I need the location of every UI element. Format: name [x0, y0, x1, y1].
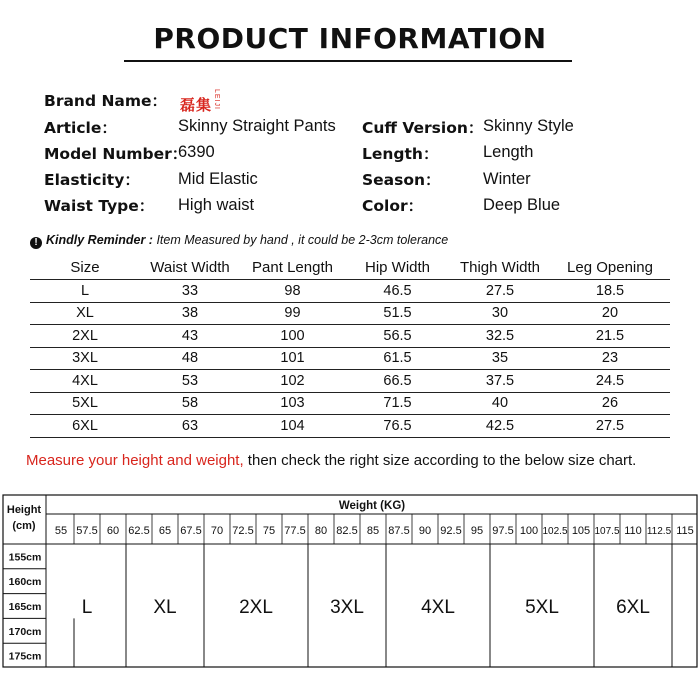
cuff-version-value: Skinny Style	[483, 117, 574, 135]
table-cell: 53	[140, 370, 240, 393]
height-value: 165cm	[8, 601, 42, 613]
table-cell: 35	[450, 347, 550, 370]
table-cell: 103	[240, 392, 345, 415]
weight-value: 55	[54, 525, 68, 537]
height-value: 160cm	[8, 576, 42, 589]
brand-logo-sub: LEIJI	[213, 89, 221, 110]
table-cell: 58	[140, 392, 240, 415]
model-number-value: 6390	[178, 143, 215, 161]
cuff-version-label: Cuff Version：	[362, 119, 484, 137]
table-cell: 4XL	[30, 370, 140, 393]
column-header: Hip Width	[364, 258, 431, 276]
table-cell: 48	[140, 347, 240, 370]
weight-value: 87.5	[388, 525, 410, 537]
column-header: Thigh Width	[459, 258, 541, 276]
table-row	[30, 325, 670, 348]
weight-value: 90	[418, 525, 432, 537]
size-group-label: 2XL	[239, 597, 273, 618]
table-cell: 3XL	[30, 347, 140, 370]
table-cell: 76.5	[345, 415, 450, 438]
weight-value: 112.5	[646, 526, 672, 537]
table-cell: 30	[450, 302, 550, 325]
size-chart-svg	[2, 494, 698, 668]
waist-type-label: Waist Type：	[44, 197, 155, 215]
table-cell: 5XL	[30, 392, 140, 415]
article-label: Article：	[44, 119, 117, 137]
weight-value: 80	[314, 525, 328, 537]
color-label: Color：	[362, 197, 424, 215]
table-cell: 56.5	[345, 325, 450, 348]
table-row	[30, 370, 670, 393]
size-group-label: XL	[153, 597, 177, 618]
table-cell: 27.5	[450, 280, 550, 303]
table-cell: 33	[140, 280, 240, 303]
chart-frame	[3, 495, 697, 667]
length-value: Length	[483, 143, 534, 161]
height-value: 155cm	[8, 551, 42, 564]
size-group-label: L	[81, 597, 93, 618]
weight-value: 70	[210, 525, 224, 537]
table-cell: 23	[550, 347, 670, 370]
weight-value: 102.5	[542, 526, 568, 537]
exclamation-icon: !	[30, 237, 42, 249]
table-cell: 61.5	[345, 347, 450, 370]
table-cell: 104	[240, 415, 345, 438]
table-cell: 51.5	[345, 302, 450, 325]
article-value: Skinny Straight Pants	[178, 117, 336, 135]
weight-value: 97.5	[492, 525, 514, 537]
column-header: Waist Width	[150, 258, 230, 276]
waist-type-value: High waist	[178, 196, 255, 214]
table-cell: 18.5	[550, 280, 670, 303]
column-header: Pant Length	[252, 258, 333, 276]
weight-value: 92.5	[440, 525, 462, 537]
weight-value: 57.5	[76, 525, 98, 537]
title-underline	[124, 60, 572, 62]
table-cell: 27.5	[550, 415, 670, 438]
height-weight-size-chart	[2, 494, 698, 668]
weight-value: 72.5	[232, 525, 254, 537]
size-group-label: 3XL	[330, 597, 364, 618]
column-header: Size	[70, 258, 100, 276]
brand-logo-text: 磊集	[180, 96, 213, 114]
table-cell: 71.5	[345, 392, 450, 415]
page-title: PRODUCT INFORMATION	[153, 22, 547, 55]
weight-value: 82.5	[336, 525, 358, 537]
height-unit-label: (cm)	[12, 520, 36, 532]
table-cell: 98	[240, 280, 345, 303]
size-measurement-table	[30, 255, 670, 438]
weight-value: 77.5	[284, 525, 306, 537]
table-header-row	[30, 255, 670, 280]
size-group-label: 4XL	[421, 597, 455, 618]
color-value: Deep Blue	[483, 196, 561, 214]
weight-value: 100	[519, 525, 539, 537]
table-cell: 43	[140, 325, 240, 348]
height-header-label: Height	[6, 504, 42, 516]
table-cell: 26	[550, 392, 670, 415]
measure-instruction-highlight: Measure your height and weight,	[26, 452, 244, 469]
table-cell: L	[30, 280, 140, 303]
table-cell: 102	[240, 370, 345, 393]
weight-value: 67.5	[180, 525, 202, 537]
table-row	[30, 302, 670, 325]
table-cell: 21.5	[550, 325, 670, 348]
table-row	[30, 392, 670, 415]
reminder-lead: Kindly Reminder :	[46, 233, 153, 247]
table-cell: 99	[240, 302, 345, 325]
measure-instruction	[26, 452, 636, 469]
weight-value: 75	[262, 525, 276, 537]
table-cell: 32.5	[450, 325, 550, 348]
height-value: 170cm	[8, 625, 42, 638]
weight-value: 60	[106, 525, 120, 537]
weight-value: 105	[571, 525, 591, 537]
elasticity-value: Mid Elastic	[178, 170, 258, 188]
weight-value: 110	[624, 525, 642, 537]
table-cell: 37.5	[450, 370, 550, 393]
table-row	[30, 347, 670, 370]
weight-value: 95	[470, 525, 484, 537]
table-row	[30, 280, 670, 303]
reminder-text: Item Measured by hand , it could be 2-3cm tolerance	[152, 233, 449, 247]
table-cell: 2XL	[30, 325, 140, 348]
kindly-reminder	[30, 233, 448, 249]
table-cell: 40	[450, 392, 550, 415]
table-cell: 63	[140, 415, 240, 438]
table-cell: 38	[140, 302, 240, 325]
table-cell: 24.5	[550, 370, 670, 393]
table-cell: 101	[240, 347, 345, 370]
weight-value: 107.5	[594, 526, 620, 537]
table-cell: 42.5	[450, 415, 550, 438]
table-cell: XL	[30, 302, 140, 325]
weight-value: 115	[676, 525, 694, 537]
table-cell: 20	[550, 302, 670, 325]
weight-value: 85	[366, 525, 380, 537]
model-number-label: Model Number：	[44, 145, 188, 163]
weight-header-label: Weight (KG)	[338, 500, 406, 512]
weight-value: 65	[158, 525, 172, 537]
season-value: Winter	[483, 170, 531, 188]
size-group-label: 5XL	[525, 597, 559, 618]
table-cell: 100	[240, 325, 345, 348]
measure-instruction-text: then check the right size according to the below size chart.	[243, 452, 637, 469]
table-row	[30, 415, 670, 438]
length-label: Length：	[362, 145, 439, 163]
table-cell: 6XL	[30, 415, 140, 438]
season-label: Season：	[362, 171, 441, 189]
column-header: Leg Opening	[567, 258, 653, 276]
weight-value: 62.5	[128, 525, 150, 537]
table-cell: 46.5	[345, 280, 450, 303]
table-cell: 66.5	[345, 370, 450, 393]
elasticity-label: Elasticity：	[44, 171, 140, 189]
brand-name-label: Brand Name：	[44, 92, 168, 110]
brand-logo	[180, 89, 220, 115]
height-value: 175cm	[8, 650, 42, 663]
size-group-label: 6XL	[616, 597, 650, 618]
